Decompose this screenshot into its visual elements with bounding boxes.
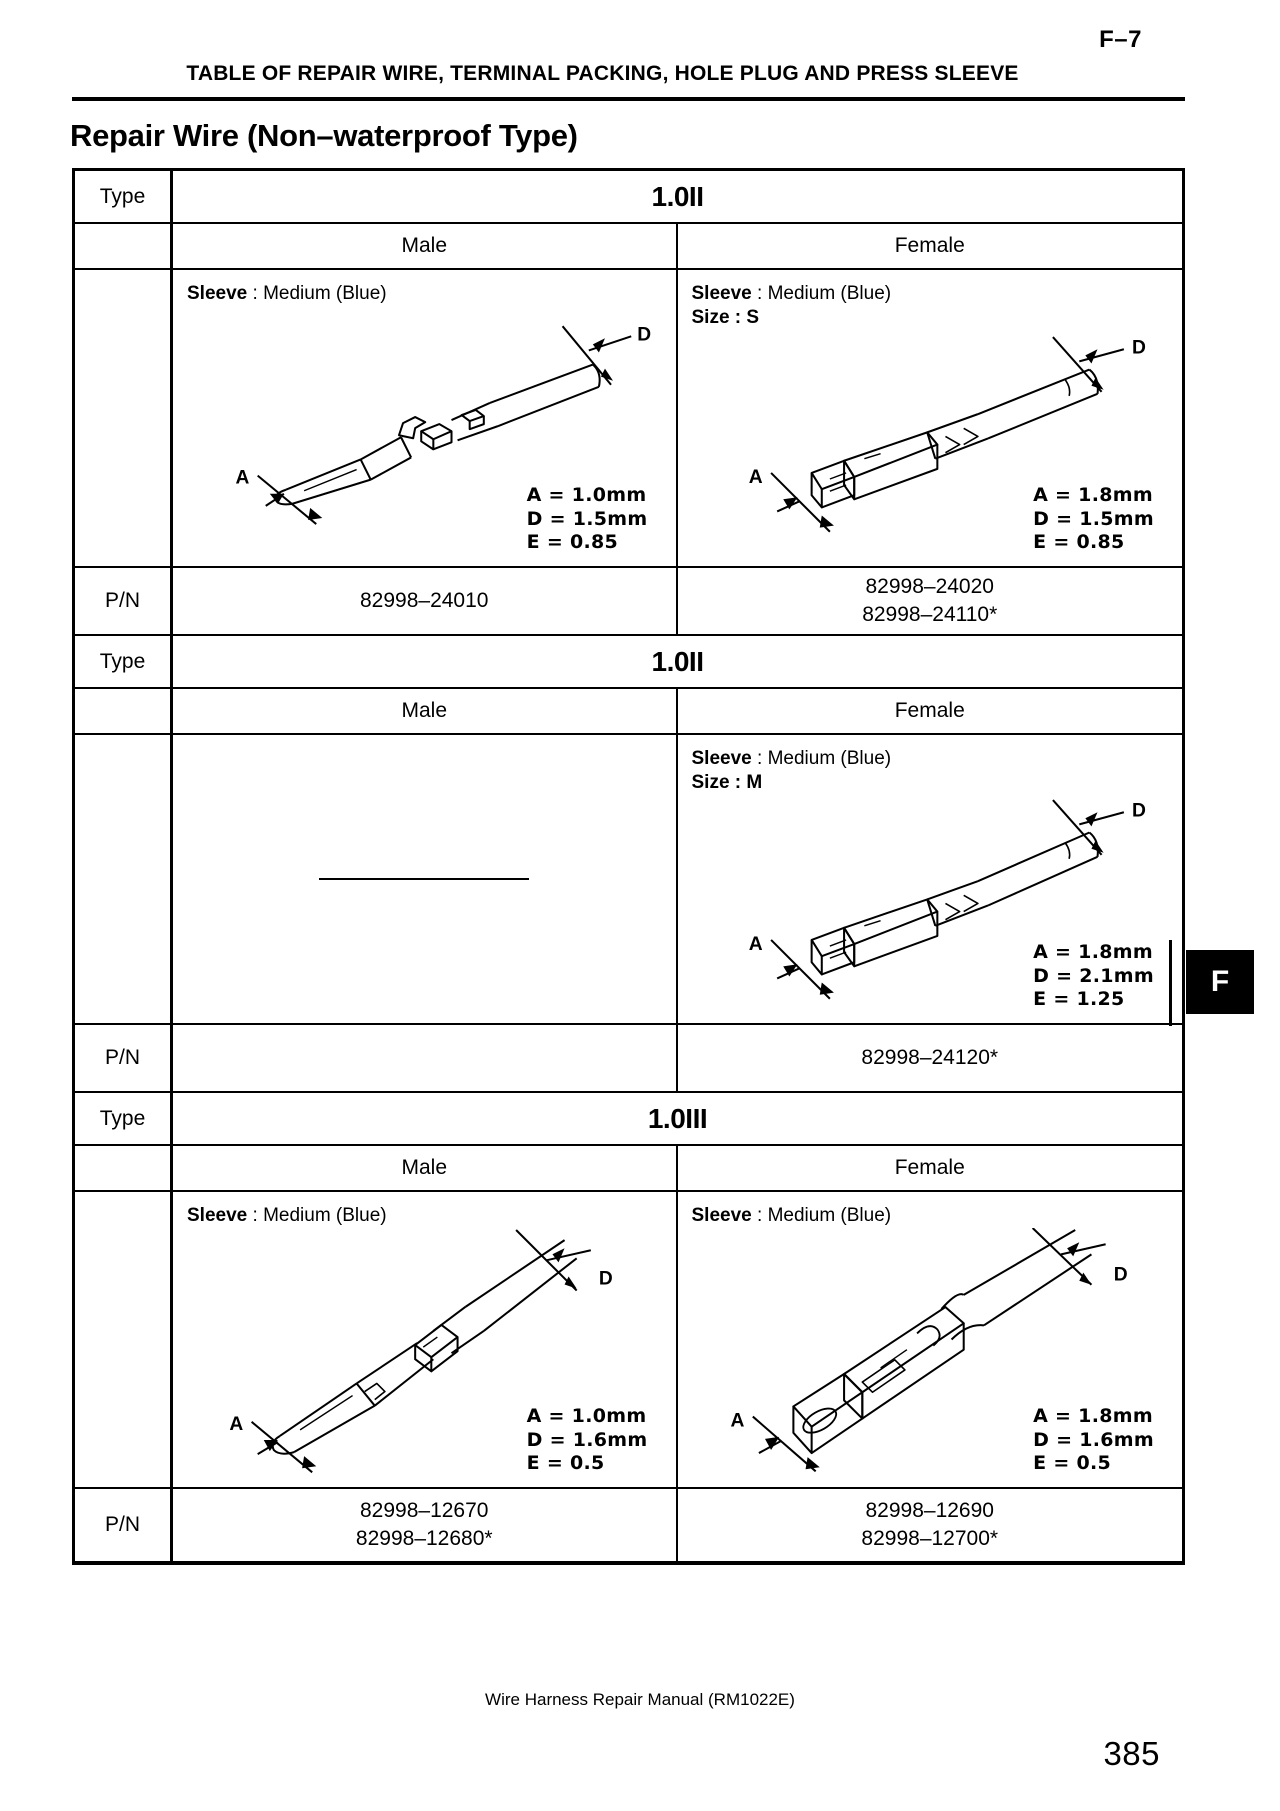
sleeve-value: : Medium (Blue) <box>757 748 892 769</box>
gender-row-label <box>75 689 173 733</box>
dimension-a: A = 1.8mm <box>1033 941 1153 964</box>
male-part-numbers <box>173 1489 678 1561</box>
male-part-numbers <box>173 568 678 634</box>
sleeve-key: Sleeve <box>691 1205 752 1226</box>
callout-d: D <box>637 324 652 346</box>
part-number: 82998–24020 <box>865 574 994 598</box>
female-header: Female <box>894 699 965 722</box>
part-number-label: P/N <box>75 1025 173 1091</box>
type-value: 1.0III <box>647 1102 708 1134</box>
dimension-a: A = 1.0mm <box>526 1405 647 1428</box>
type-label: Type <box>75 1093 173 1144</box>
chapter-title: TABLE OF REPAIR WIRE, TERMINAL PACKING, HOLE PLUG AND PRESS SLEEVE <box>186 62 1019 85</box>
dimension-e: E = 0.85 <box>526 530 619 553</box>
callout-a: A <box>235 467 250 489</box>
male-header: Male <box>173 689 678 733</box>
part-number: 82998–12690 <box>865 1498 994 1522</box>
part-number: 82998–24120* <box>861 1045 999 1069</box>
part-number: 82998–12700* <box>861 1527 999 1550</box>
female-figure-cell-1 <box>678 270 1183 566</box>
sleeve-key: Sleeve <box>187 283 248 304</box>
figure-row-label <box>75 1192 173 1487</box>
male-header: Male <box>173 224 678 268</box>
table-row <box>75 224 1182 270</box>
table-row <box>75 171 1182 224</box>
dimension-e: E = 0.5 <box>526 1451 605 1474</box>
sleeve-spec <box>692 1204 1169 1228</box>
female-part-numbers <box>678 1489 1183 1561</box>
sleeve-value: : Medium (Blue) <box>252 283 387 304</box>
dimension-a: A = 1.0mm <box>526 484 647 507</box>
dimension-e: E = 0.5 <box>1033 1451 1112 1474</box>
dimension-e: E = 0.85 <box>1033 530 1125 553</box>
male-figure-cell-3 <box>173 1192 678 1487</box>
dimension-list <box>1033 941 1154 1011</box>
side-tab-rule <box>1169 940 1172 1026</box>
gender-row-label <box>75 224 173 268</box>
part-number: 82998–12680* <box>355 1527 493 1550</box>
callout-d: D <box>1131 799 1146 821</box>
sleeve-value: : Medium (Blue) <box>252 1205 387 1226</box>
table-row <box>75 568 1182 636</box>
callout-a: A <box>730 1411 744 1433</box>
dimension-d: D = 1.5mm <box>526 507 648 530</box>
part-number: 82998–24010 <box>360 588 489 612</box>
part-number-label: P/N <box>75 1489 173 1561</box>
dimension-e: E = 1.25 <box>1033 987 1125 1010</box>
table-row <box>75 1146 1182 1192</box>
sleeve-key: Sleeve <box>691 748 752 769</box>
part-number: 82998–24110* <box>862 603 998 626</box>
section-tab-f: F <box>1186 950 1254 1014</box>
table-row <box>75 1025 1182 1093</box>
dimension-a: A = 1.8mm <box>1033 484 1153 507</box>
empty-indicator <box>319 878 529 880</box>
dimension-list <box>527 1405 648 1475</box>
size-spec: Size : M <box>691 772 763 794</box>
type-value: 1.0II <box>651 180 704 212</box>
table-row <box>75 1093 1182 1146</box>
callout-a: A <box>748 466 763 488</box>
sleeve-spec <box>187 282 662 306</box>
type-label: Type <box>75 636 173 687</box>
gender-row-label <box>75 1146 173 1190</box>
table-row <box>75 636 1182 689</box>
callout-a: A <box>229 1414 244 1436</box>
dimension-d: D = 1.6mm <box>1033 1428 1154 1451</box>
figure-row-label <box>75 735 173 1023</box>
male-figure-cell-1 <box>173 270 678 566</box>
sleeve-spec <box>187 1204 662 1228</box>
sleeve-spec <box>692 747 1169 771</box>
sleeve-key: Sleeve <box>691 283 752 304</box>
table-row <box>75 735 1182 1025</box>
callout-d: D <box>1113 1265 1128 1287</box>
figure-row-label <box>75 270 173 566</box>
type-label: Type <box>75 171 173 222</box>
page-title: Repair Wire (Non–waterproof Type) <box>70 118 578 153</box>
dimension-d: D = 1.5mm <box>1033 507 1154 530</box>
callout-a: A <box>748 933 763 955</box>
part-number-label: P/N <box>75 568 173 634</box>
sleeve-value: : Medium (Blue) <box>757 1205 892 1226</box>
page-number: 385 <box>1103 1735 1160 1772</box>
male-part-numbers <box>173 1025 678 1091</box>
dimension-d: D = 2.1mm <box>1033 964 1154 987</box>
sleeve-key: Sleeve <box>187 1205 248 1226</box>
female-figure-cell-2 <box>678 735 1183 1023</box>
male-figure-cell-2 <box>173 735 678 1023</box>
table-row <box>75 1489 1182 1561</box>
header-divider <box>72 97 1185 101</box>
dimension-a: A = 1.8mm <box>1033 1405 1153 1428</box>
female-figure-cell-3 <box>678 1192 1183 1487</box>
type-value: 1.0II <box>651 645 704 677</box>
dimension-d: D = 1.6mm <box>526 1428 648 1451</box>
repair-wire-table <box>72 168 1185 1565</box>
female-header: Female <box>894 1156 965 1179</box>
dimension-list <box>1033 1405 1154 1475</box>
callout-d: D <box>598 1268 613 1290</box>
female-header: Female <box>894 234 965 257</box>
dimension-list <box>1033 484 1154 554</box>
sleeve-value: : Medium (Blue) <box>757 283 892 304</box>
female-part-numbers <box>678 1025 1183 1091</box>
table-row <box>75 1192 1182 1489</box>
female-part-numbers <box>678 568 1183 634</box>
footer-note: Wire Harness Repair Manual (RM1022E) <box>485 1690 795 1709</box>
dimension-list <box>527 484 648 554</box>
page-code: F–7 <box>1099 26 1142 53</box>
part-number: 82998–12670 <box>360 1498 489 1522</box>
table-row <box>75 270 1182 568</box>
sleeve-spec <box>692 282 1169 306</box>
male-header: Male <box>173 1146 678 1190</box>
callout-d: D <box>1131 336 1146 358</box>
table-row <box>75 689 1182 735</box>
size-spec: Size : S <box>691 307 760 329</box>
